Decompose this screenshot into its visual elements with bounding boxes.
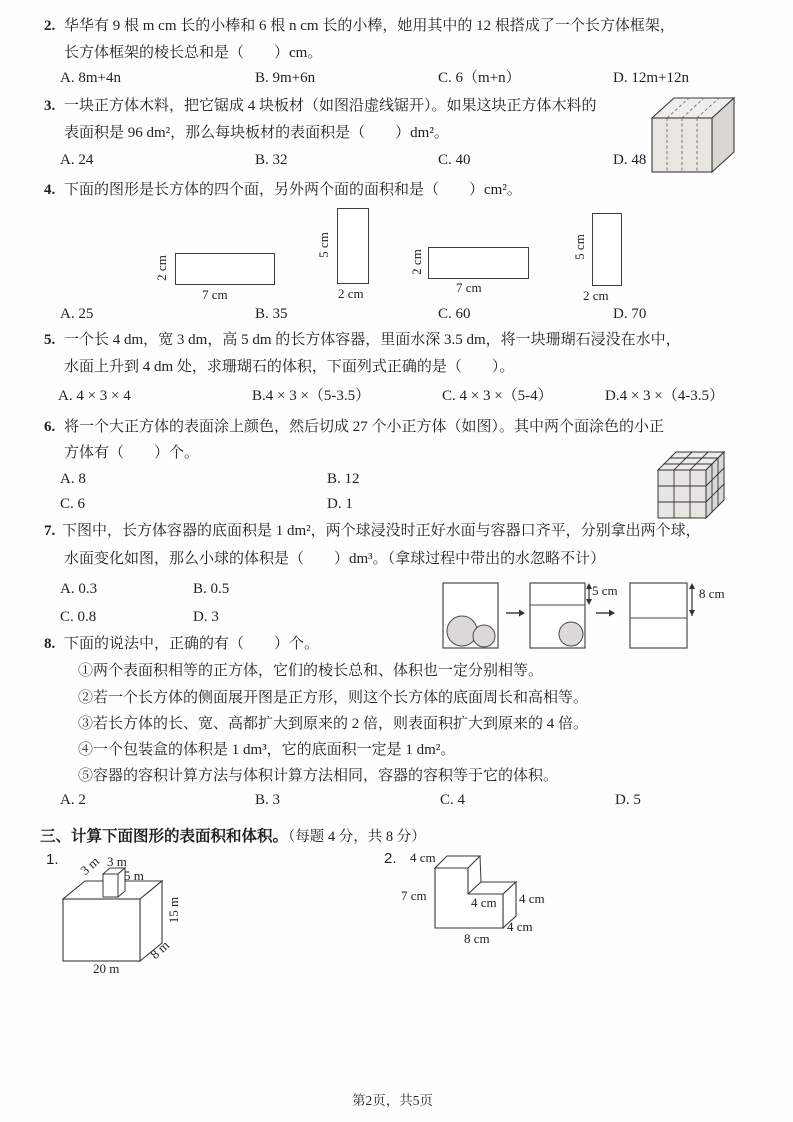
question-6-option-c: C. 6	[60, 496, 86, 512]
item-1-number: 1.	[46, 851, 59, 868]
question-5-option-a: A. 4 × 3 × 4	[58, 388, 131, 404]
question-7-line2: 水面变化如图，那么小球的体积是（ ）dm³。（拿球过程中带出的水忽略不计）	[64, 551, 606, 567]
question-3-option-a: A. 24	[60, 152, 94, 168]
fig1-width-label: 20 m	[93, 961, 120, 976]
question-7-line1: 下图中，长方体容器的底面积是 1 dm²，两个球浸没时正好水面与容器口齐平，分别拿出两个球，	[62, 523, 701, 539]
fig1-small-depth-label: 3 m	[77, 853, 103, 878]
water-drop-label-1: 5 cm	[592, 583, 618, 598]
question-5-line2: 水面上升到 4 dm 处，求珊瑚石的体积，下面列式正确的是（ ）。	[64, 359, 515, 375]
face-rect-1-height-label: 2 cm	[154, 255, 169, 281]
question-2-option-d: D. 12m+12n	[613, 70, 689, 86]
question-7-option-d: D. 3	[193, 609, 219, 625]
question-2-number: 2.	[44, 18, 56, 34]
question-7-number: 7.	[44, 523, 56, 539]
question-4-line1: 下面的图形是长方体的四个面，另外两个面的面积和是（ ）cm²。	[64, 182, 522, 198]
fig2-inner-label: 4 cm	[471, 895, 497, 910]
item-2-number: 2.	[384, 850, 397, 867]
question-6-line1: 将一个大正方体的表面涂上颜色，然后切成 27 个小正方体（如图）。其中两个面涂色的小正	[64, 419, 665, 435]
question-6-option-a: A. 8	[60, 471, 86, 487]
question-5-line1: 一个长 4 dm，宽 3 dm，高 5 dm 的长方体容器，里面水深 3.5 dm，将一块珊瑚石浸没在水中，	[64, 332, 681, 348]
question-5-option-b: B.4 × 3 ×（5-3.5）	[252, 388, 371, 404]
fig1-depth-label: 8 m	[147, 937, 173, 962]
question-8-line1: 下面的说法中，正确的有（ ）个。	[64, 636, 320, 652]
question-4-option-a: A. 25	[60, 306, 94, 322]
question-8-statement-2: ②若一个长方体的侧面展开图是正方形，则这个长方体的底面周长和高相等。	[78, 690, 589, 706]
section-3-heading	[40, 824, 426, 846]
fig1-small-height-label: 5 m	[124, 868, 144, 883]
face-rect-1	[175, 253, 275, 285]
face-rect-3-width-label: 7 cm	[456, 280, 482, 295]
fig2-depth-label: 4 cm	[507, 919, 533, 934]
question-3-option-c: C. 40	[438, 152, 471, 168]
fig1-small-width-label: 3 m	[107, 854, 127, 869]
question-8-statement-3: ③若长方体的长、宽、高都扩大到原来的 2 倍，则表面积扩大到原来的 4 倍。	[78, 716, 589, 732]
question-2-option-b: B. 9m+6n	[255, 70, 316, 86]
question-8-statement-4: ④一个包装盒的体积是 1 dm³，它的底面积一定是 1 dm²。	[78, 742, 456, 758]
water-containers-figure	[440, 580, 740, 654]
face-rect-3-height-label: 2 cm	[409, 249, 424, 275]
question-2-line1: 华华有 9 根 m cm 长的小棒和 6 根 n cm 长的小棒，她用其中的 12 根搭成了一个长方体框架，	[64, 18, 675, 34]
face-rect-2-width-label: 2 cm	[338, 286, 364, 301]
question-3-option-d: D. 48	[613, 152, 647, 168]
question-7-option-b: B. 0.5	[193, 581, 230, 597]
question-4-number: 4.	[44, 182, 56, 198]
face-rect-2-height-label: 5 cm	[316, 232, 331, 258]
fig2-top-label: 4 cm	[410, 850, 436, 865]
question-4-option-c: C. 60	[438, 306, 471, 322]
question-5-option-d: D.4 × 3 ×（4-3.5）	[605, 388, 724, 404]
question-8-option-d: D. 5	[615, 792, 641, 808]
question-8-statement-1: ①两个表面积相等的正方体，它们的棱长总和、体积也一定分别相等。	[78, 663, 544, 679]
section-3-title: 三、计算下面图形的表面积和体积。	[40, 828, 289, 845]
face-rect-1-width-label: 7 cm	[202, 287, 228, 302]
question-8-statement-5: ⑤容器的容积计算方法与体积计算方法相同，容器的容积等于它的体积。	[78, 768, 559, 784]
question-7-option-a: A. 0.3	[60, 581, 98, 597]
fig2-left-label: 7 cm	[401, 888, 427, 903]
section-3-note: （每题 4 分，共 8 分）	[288, 829, 426, 845]
question-4-option-b: B. 35	[255, 306, 288, 322]
question-8-option-c: C. 4	[440, 792, 466, 808]
question-3-line2: 表面积是 96 dm²，那么每块板材的表面积是（ ）dm²。	[64, 125, 449, 141]
question-4-option-d: D. 70	[613, 306, 647, 322]
question-5-number: 5.	[44, 332, 56, 348]
question-7-option-c: C. 0.8	[60, 609, 97, 625]
fig1-height-label: 15 m	[166, 896, 181, 924]
fig2-right-label: 4 cm	[519, 891, 545, 906]
face-rect-2	[337, 208, 369, 284]
question-6-option-d: D. 1	[327, 496, 353, 512]
question-3-option-b: B. 32	[255, 152, 288, 168]
question-8-number: 8.	[44, 636, 56, 652]
question-6-line2: 方体有（ ）个。	[64, 445, 200, 461]
question-3-line1: 一块正方体木料，把它锯成 4 块板材（如图沿虚线锯开）。如果这块正方体木料的	[64, 98, 597, 114]
fig2-bottom-label: 8 cm	[464, 931, 490, 946]
question-2-option-a: A. 8m+4n	[60, 70, 121, 86]
question-8-option-a: A. 2	[60, 792, 86, 808]
face-rect-4	[592, 213, 622, 286]
water-drop-label-2: 8 cm	[699, 586, 725, 601]
question-5-option-c: C. 4 × 3 ×（5-4）	[442, 388, 553, 404]
question-6-number: 6.	[44, 419, 56, 435]
question-2-option-c: C. 6（m+n）	[438, 70, 521, 86]
page-footer: 第2页，共5页	[352, 1093, 433, 1108]
face-rect-4-width-label: 2 cm	[583, 288, 609, 303]
face-rect-4-height-label: 5 cm	[572, 234, 587, 260]
rubik-cube-figure	[656, 446, 736, 524]
question-8-option-b: B. 3	[255, 792, 281, 808]
question-6-option-b: B. 12	[327, 471, 360, 487]
question-2-line2: 长方体框架的棱长总和是（ ）cm。	[64, 45, 323, 61]
question-3-number: 3.	[44, 98, 56, 114]
sawed-cube-figure	[648, 92, 748, 178]
face-rect-3	[428, 247, 529, 279]
